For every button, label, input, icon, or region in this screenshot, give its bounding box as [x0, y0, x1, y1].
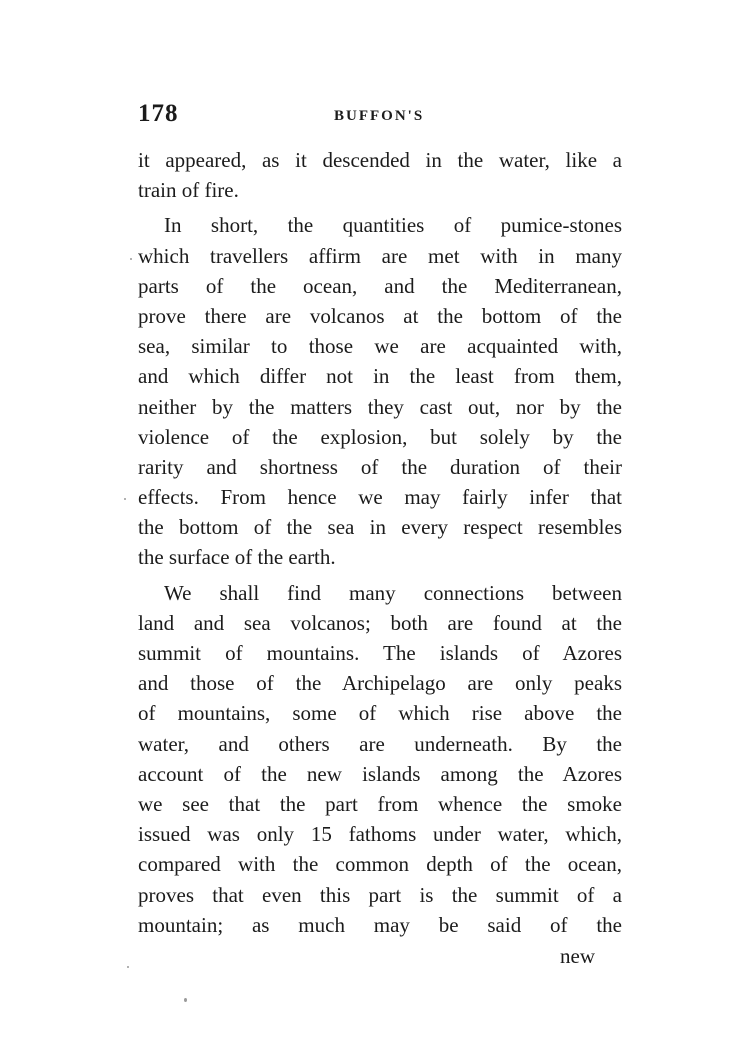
text-line: neither by the matters they cast out, nor by the [138, 394, 622, 419]
text-line: We shall find many connections between [164, 580, 622, 605]
text-line: train of fire. [138, 178, 239, 203]
text-line: we see that the part from whence the smoke [138, 791, 622, 816]
catchword: new [560, 944, 595, 968]
text-line: effects. From hence we may fairly infer that [138, 485, 622, 510]
text-line: and which differ not in the least from them, [138, 364, 622, 389]
text-line: and those of the Archipelago are only peaks [138, 671, 622, 696]
text-line: proves that even this part is the summit of a [138, 882, 622, 907]
text-line: sea, similar to those we are acquainted with, [138, 334, 622, 359]
text-line: compared with the common depth of the ocean, [138, 852, 622, 877]
paper-speck [130, 258, 132, 260]
text-line: mountain; as much may be said of the [138, 912, 622, 937]
text-line: rarity and shortness of the duration of their [138, 454, 622, 479]
page-header [138, 100, 622, 132]
text-line: it appeared, as it descended in the water, like a [138, 148, 622, 172]
paper-speck [124, 498, 126, 500]
text-line: the surface of the earth. [138, 545, 336, 570]
text-line: water, and others are underneath. By the [138, 731, 622, 756]
text-line: which travellers affirm are met with in many [138, 243, 622, 268]
text-line: the bottom of the sea in every respect resembles [138, 515, 622, 540]
text-line: account of the new islands among the Azores [138, 761, 622, 786]
running-head: BUFFON'S [334, 108, 425, 124]
page-number: 178 [138, 100, 179, 127]
text-line: parts of the ocean, and the Mediterranean, [138, 273, 622, 298]
paper-speck [184, 998, 187, 1002]
text-line: land and sea volcanos; both are found at the [138, 610, 622, 635]
text-line: of mountains, some of which rise above the [138, 701, 622, 726]
body-text [138, 145, 622, 940]
paper-speck [127, 966, 129, 968]
text-line: summit of mountains. The islands of Azores [138, 641, 622, 665]
text-line: issued was only 15 fathoms under water, which, [138, 822, 622, 847]
text-line: violence of the explosion, but solely by the [138, 424, 622, 449]
text-line: prove there are volcanos at the bottom of the [138, 303, 622, 328]
text-line: In short, the quantities of pumice-stones [164, 213, 622, 238]
